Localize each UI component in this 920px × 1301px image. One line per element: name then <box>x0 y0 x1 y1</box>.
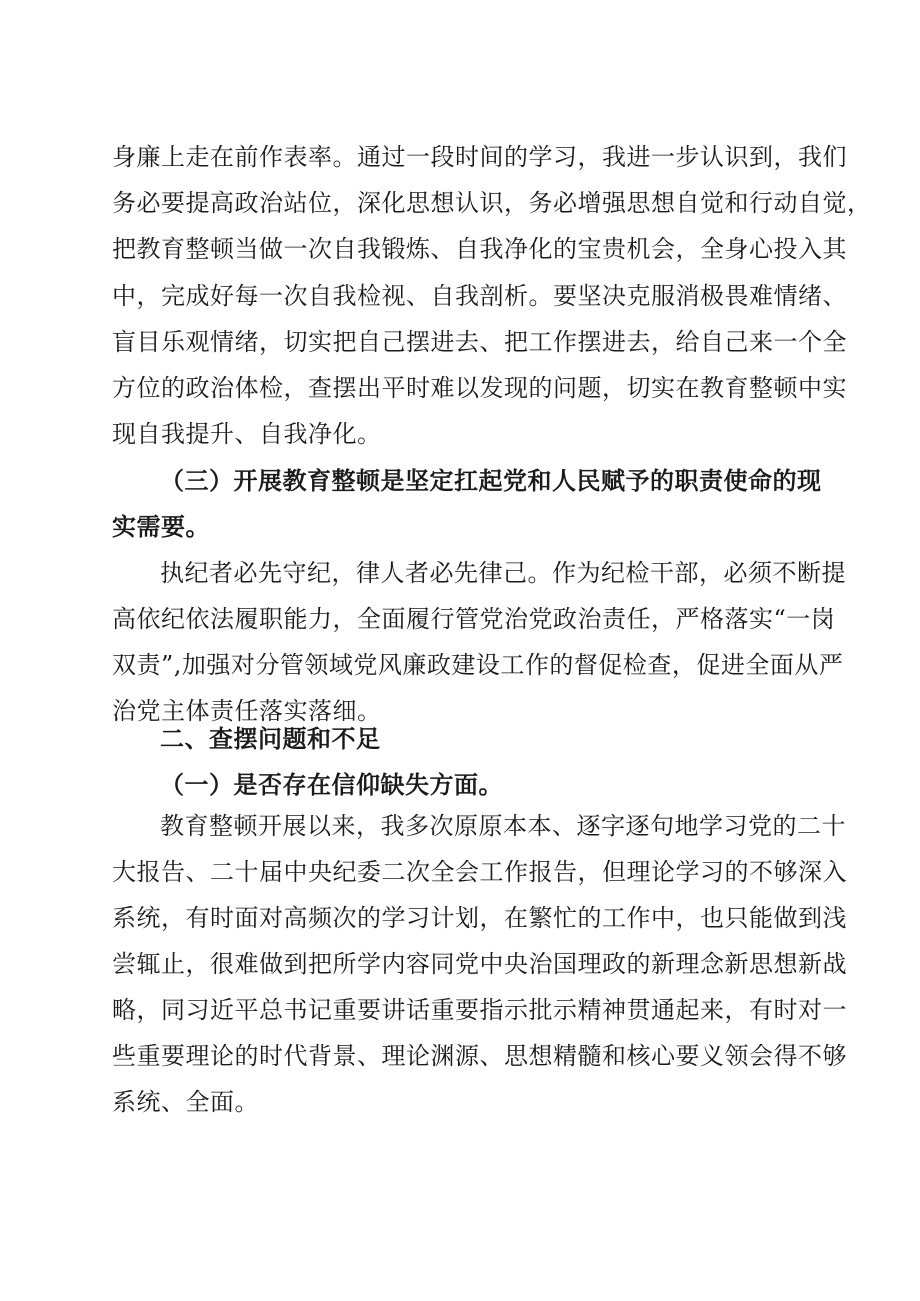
body-text-line: 现自我提升、自我净化。 <box>112 420 382 448</box>
body-text-line: 执纪者必先守纪，律人者必先律己。作为纪检干部，必须不断提 <box>160 559 846 587</box>
body-text-line: 高依纪依法履职能力，全面履行管党治党政治责任，严格落实“一岗 <box>112 605 836 633</box>
body-text-line: 方位的政治体检，查摆出平时难以发现的问题，切实在教育整顿中实 <box>112 374 847 402</box>
body-text-line: 身廉上走在前作表率。通过一段时间的学习，我进一步认识到，我们 <box>112 143 847 171</box>
section-subheading: （一）是否存在信仰缺失方面。 <box>160 770 503 799</box>
body-text-line: 系统、全面。 <box>112 1088 259 1116</box>
body-text-line: 治党主体责任落实落细。 <box>112 697 382 725</box>
section-subheading-continued: 实需要。 <box>112 512 210 541</box>
body-text-line: 略，同习近平总书记重要讲话重要指示批示精神贯通起来，有时对一 <box>112 996 847 1024</box>
body-text-line: 盲目乐观情绪，切实把自己摆进去、把工作摆进去，给自己来一个全 <box>112 328 847 356</box>
section-subheading: （三）开展教育整顿是坚定扛起党和人民赋予的职责使命的现 <box>160 466 822 495</box>
body-text-line: 把教育整顿当做一次自我锻炼、自我净化的宝贵机会，全身心投入其 <box>112 235 847 263</box>
body-text-line: 中，完成好每一次自我检视、自我剖析。要坚决克服消极畏难情绪、 <box>112 282 847 310</box>
body-text-line: 大报告、二十届中央纪委二次全会工作报告，但理论学习的不够深入 <box>112 858 847 886</box>
body-text-line: 些重要理论的时代背景、理论渊源、思想精髓和核心要义领会得不够 <box>112 1042 847 1070</box>
body-text-line: 尝辄止，很难做到把所学内容同党中央治国理政的新理念新思想新战 <box>112 950 847 978</box>
section-heading: 二、查摆问题和不足 <box>160 725 381 753</box>
body-text-line: 系统，有时面对高频次的学习计划，在繁忙的工作中，也只能做到浅 <box>112 904 847 932</box>
body-text-line: 教育整顿开展以来，我多次原原本本、逐字逐句地学习党的二十 <box>160 812 846 840</box>
body-text-line: 务必要提高政治站位，深化思想认识，务必增强思想自觉和行动自觉， <box>112 189 872 217</box>
body-text-line: 双责”,加强对分管领域党风廉政建设工作的督促检查，促进全面从严 <box>112 651 844 679</box>
